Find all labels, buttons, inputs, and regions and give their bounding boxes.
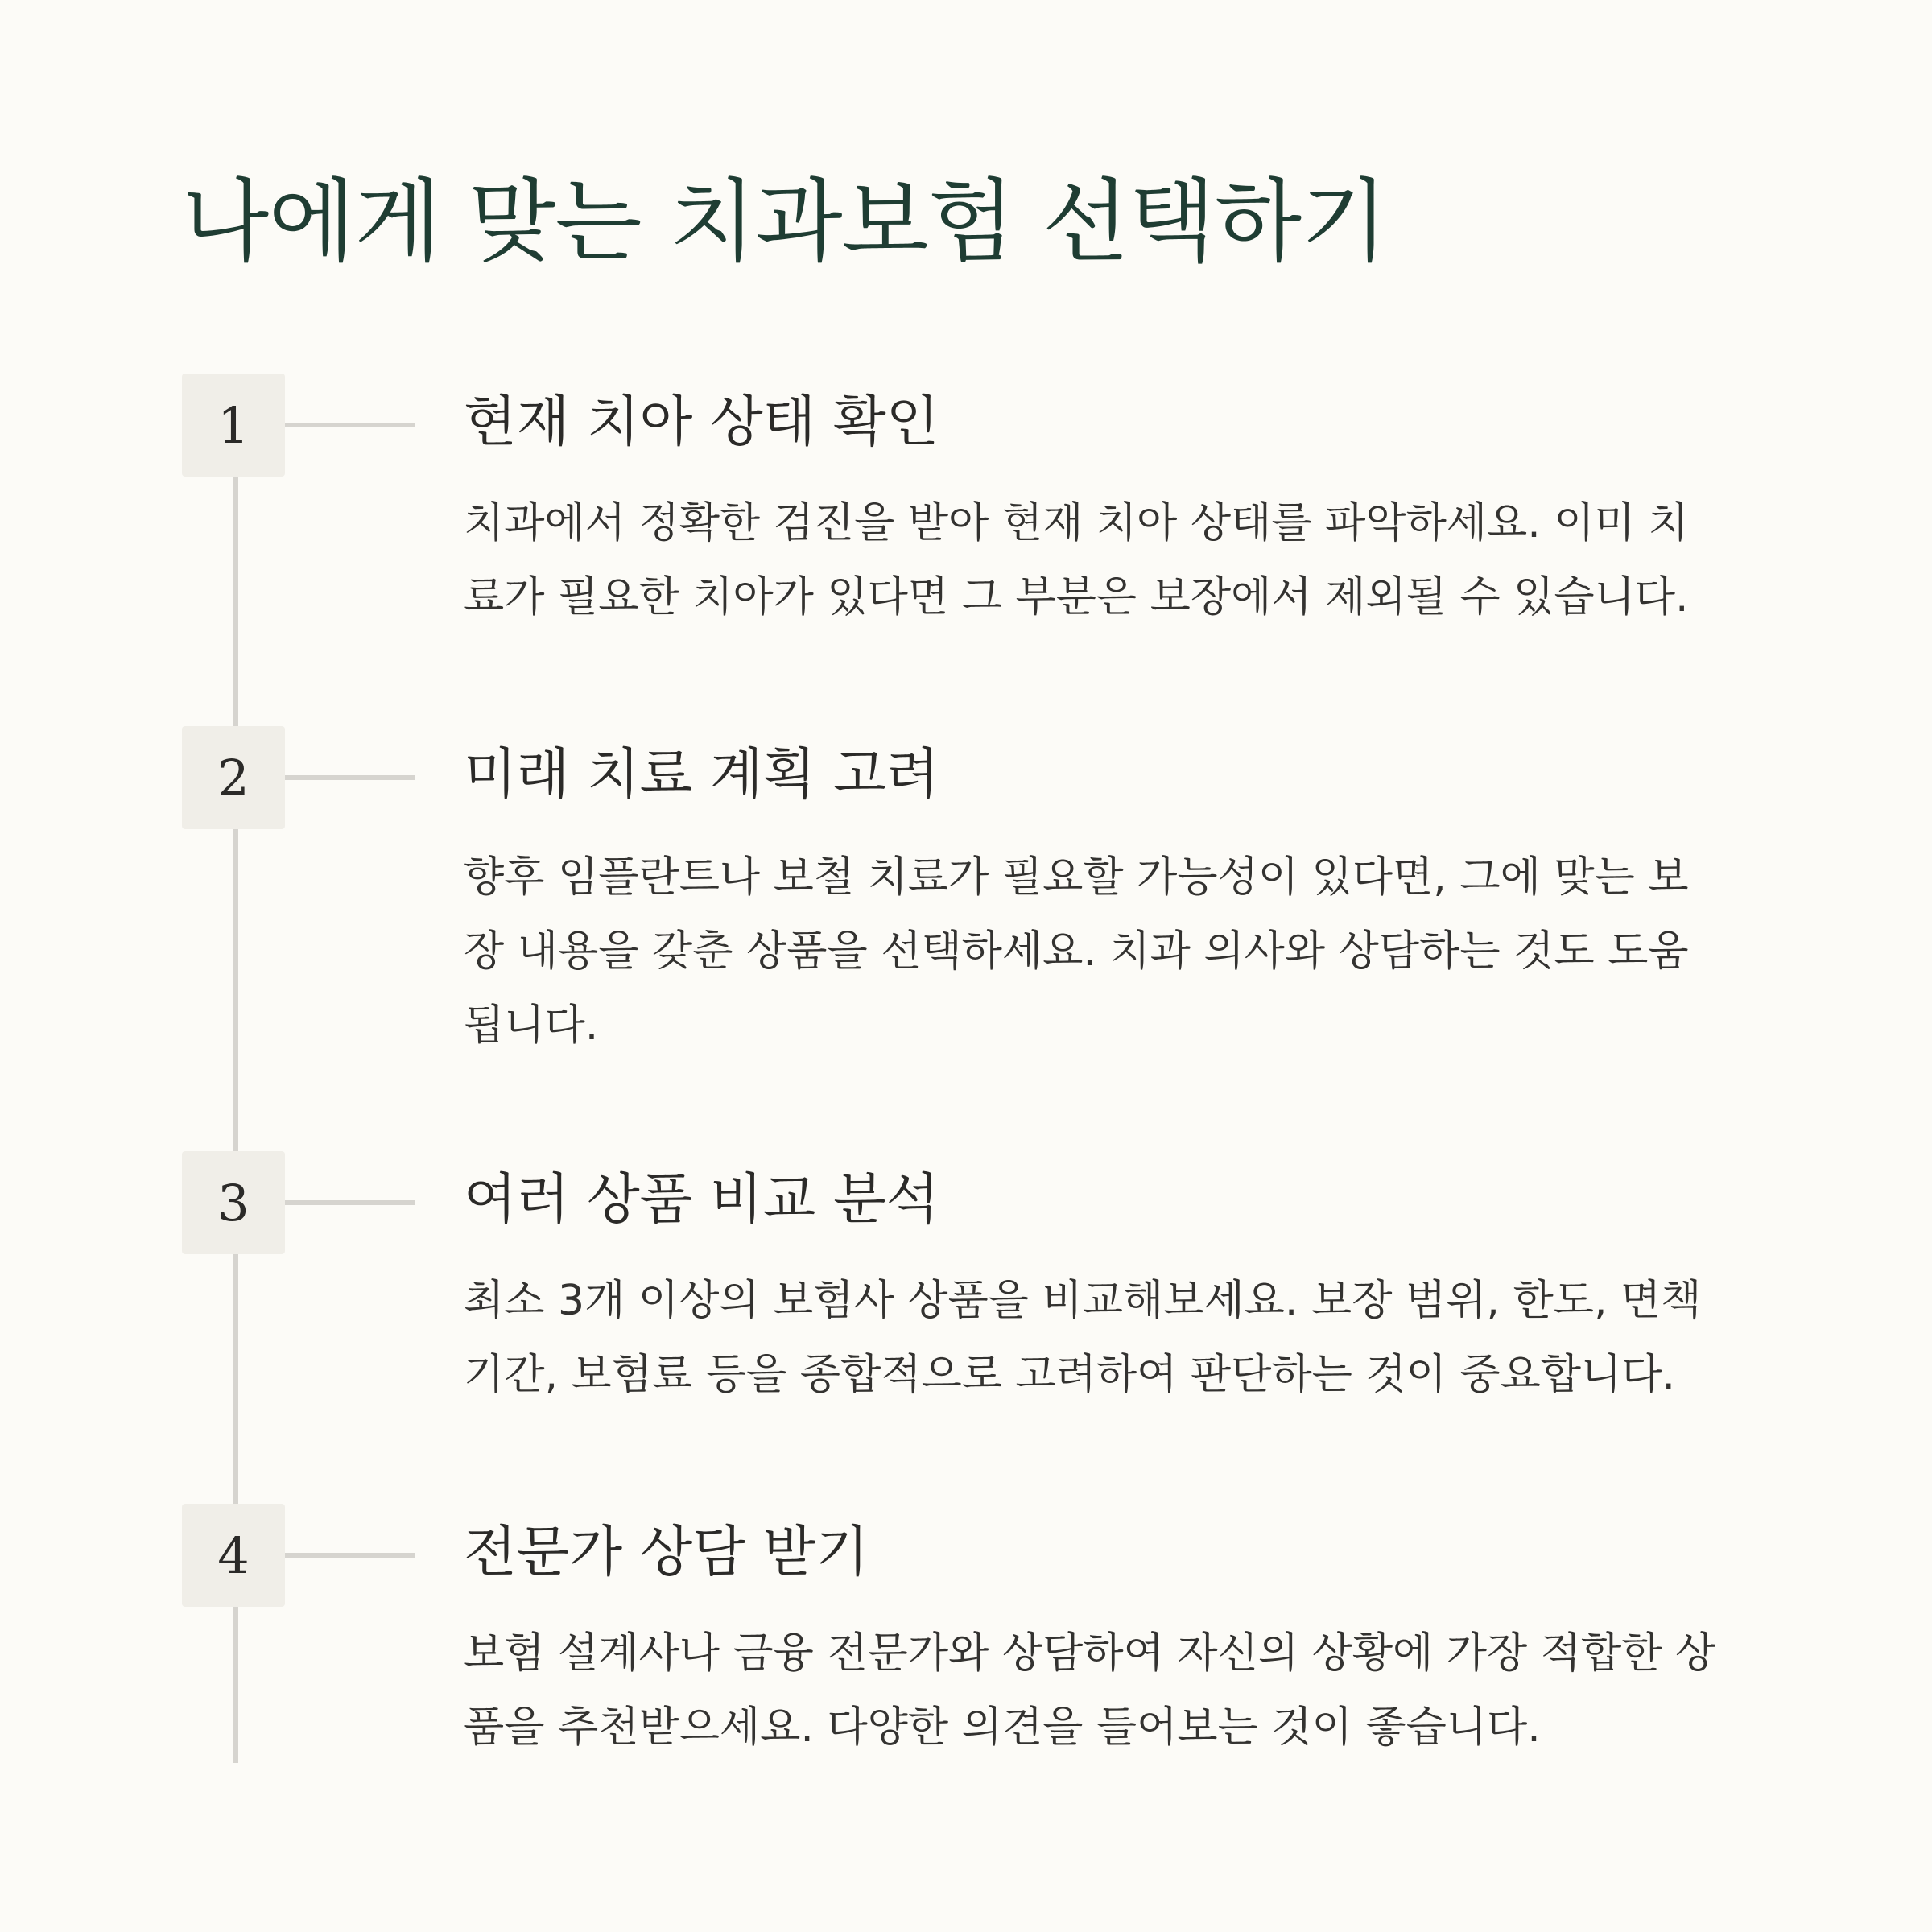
step-1-line-1: 치과에서 정확한 검진을 받아 현재 치아 상태를 파악하세요. 이미 치 <box>464 499 1689 547</box>
step-2-heading: 미래 치료 계획 고려 <box>464 743 939 807</box>
step-3-connector <box>285 1200 415 1205</box>
step-2-number-badge: 2 <box>182 726 285 829</box>
step-4-description <box>464 1616 1752 1765</box>
step-3-number-badge: 3 <box>182 1151 285 1254</box>
step-2-connector <box>285 775 415 780</box>
step-2-line-1: 향후 임플란트나 보철 치료가 필요할 가능성이 있다면, 그에 맞는 보 <box>464 853 1689 902</box>
step-4-line-1: 보험 설계사나 금융 전문가와 상담하여 자신의 상황에 가장 적합한 상 <box>464 1629 1716 1678</box>
step-1-line-2: 료가 필요한 치아가 있다면 그 부분은 보장에서 제외될 수 있습니다. <box>464 573 1689 621</box>
step-1-number-badge: 1 <box>182 374 285 477</box>
step-4-line-2: 품을 추천받으세요. 다양한 의견을 들어보는 것이 좋습니다. <box>464 1703 1541 1752</box>
step-3-line-1: 최소 3개 이상의 보험사 상품을 비교해보세요. 보장 범위, 한도, 면책 <box>464 1277 1702 1325</box>
step-2-line-3: 됩니다. <box>464 1001 599 1050</box>
step-3-heading: 여러 상품 비교 분석 <box>464 1168 939 1232</box>
step-1-description <box>464 486 1752 634</box>
step-3-description <box>464 1264 1752 1412</box>
step-1-heading: 현재 치아 상태 확인 <box>464 390 939 454</box>
step-1-connector <box>285 423 415 427</box>
step-3-line-2: 기간, 보험료 등을 종합적으로 고려하여 판단하는 것이 중요합니다. <box>464 1351 1676 1399</box>
step-4-number-badge: 4 <box>182 1504 285 1607</box>
page-title: 나에게 맞는 치과보험 선택하기 <box>182 170 1388 275</box>
step-2-line-2: 장 내용을 갖춘 상품을 선택하세요. 치과 의사와 상담하는 것도 도움 <box>464 927 1689 976</box>
step-4-heading: 전문가 상담 받기 <box>464 1521 869 1584</box>
step-4-connector <box>285 1553 415 1558</box>
step-2-description <box>464 840 1752 1063</box>
